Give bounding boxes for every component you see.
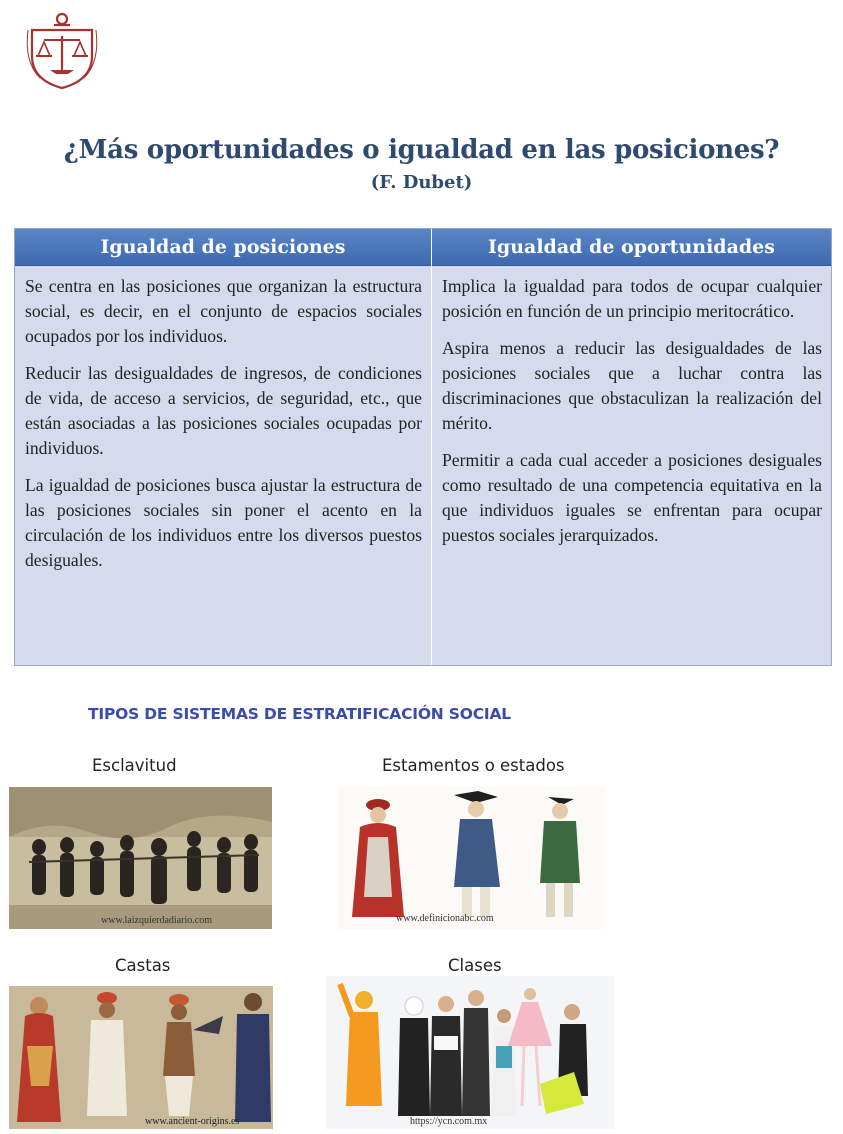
column-positions (15, 229, 432, 665)
castes-image (9, 986, 273, 1129)
paragraph: Se centra en las posiciones que organizan la estructura social, es decir, en el conjunto de espacios sociales ocupados por los individuos. (25, 276, 422, 346)
page-subtitle: (F. Dubet) (370, 172, 473, 193)
classes-image (326, 976, 614, 1129)
svg-text:www.laizquierdadiario.com: www.laizquierdadiario.com (101, 915, 212, 926)
page-title: ¿Más oportunidades o igualdad en las posiciones? (63, 135, 780, 165)
paragraph: La igualdad de posiciones busca ajustar la estructura de las posiciones sociales sin poner el acento en la circulación de los individuos entre los diversos puestos desiguales. (25, 475, 422, 570)
column-header: Igualdad de posiciones (15, 229, 431, 266)
caption-castes: Castas (115, 956, 171, 975)
comparison-table (14, 228, 832, 666)
paragraph: Implica la igualdad para todos de ocupar cualquier posición en función de un principio meritocrático. (442, 276, 822, 321)
svg-text:www.definicionabc.com: www.definicionabc.com (396, 913, 494, 924)
slavery-image (9, 787, 272, 929)
paragraph: Permitir a cada cual acceder a posiciones desiguales como resultado de una competencia equitativa en la que individuos iguales se enfrentan para ocupar puestos sociales jerarquizados. (442, 450, 822, 545)
estates-image (338, 787, 605, 929)
paragraph: Reducir las desigualdades de ingresos, de condiciones de vida, de acceso a servicios, de seguridad, etc., que están asociadas a las posiciones sociales ocupadas por individuos. (25, 363, 422, 458)
caption-classes: Clases (448, 956, 502, 975)
section-title: TIPOS DE SISTEMAS DE ESTRATIFICACIÓN SOCIAL (88, 705, 511, 723)
svg-text:www.ancient-origins.es: www.ancient-origins.es (145, 1116, 240, 1127)
caption-slavery: Esclavitud (92, 756, 177, 775)
column-header: Igualdad de oportunidades (432, 229, 831, 266)
svg-text:https://ycn.com.mx: https://ycn.com.mx (410, 1116, 488, 1127)
column-opportunities (432, 229, 831, 665)
scales-of-justice-icon (18, 10, 106, 92)
caption-estates: Estamentos o estados (382, 756, 565, 775)
paragraph: Aspira menos a reducir las desigualdades de las posiciones sociales que a luchar contra las discriminaciones que obstaculizan la realización del mérito. (442, 338, 822, 433)
institution-logo (18, 10, 106, 92)
